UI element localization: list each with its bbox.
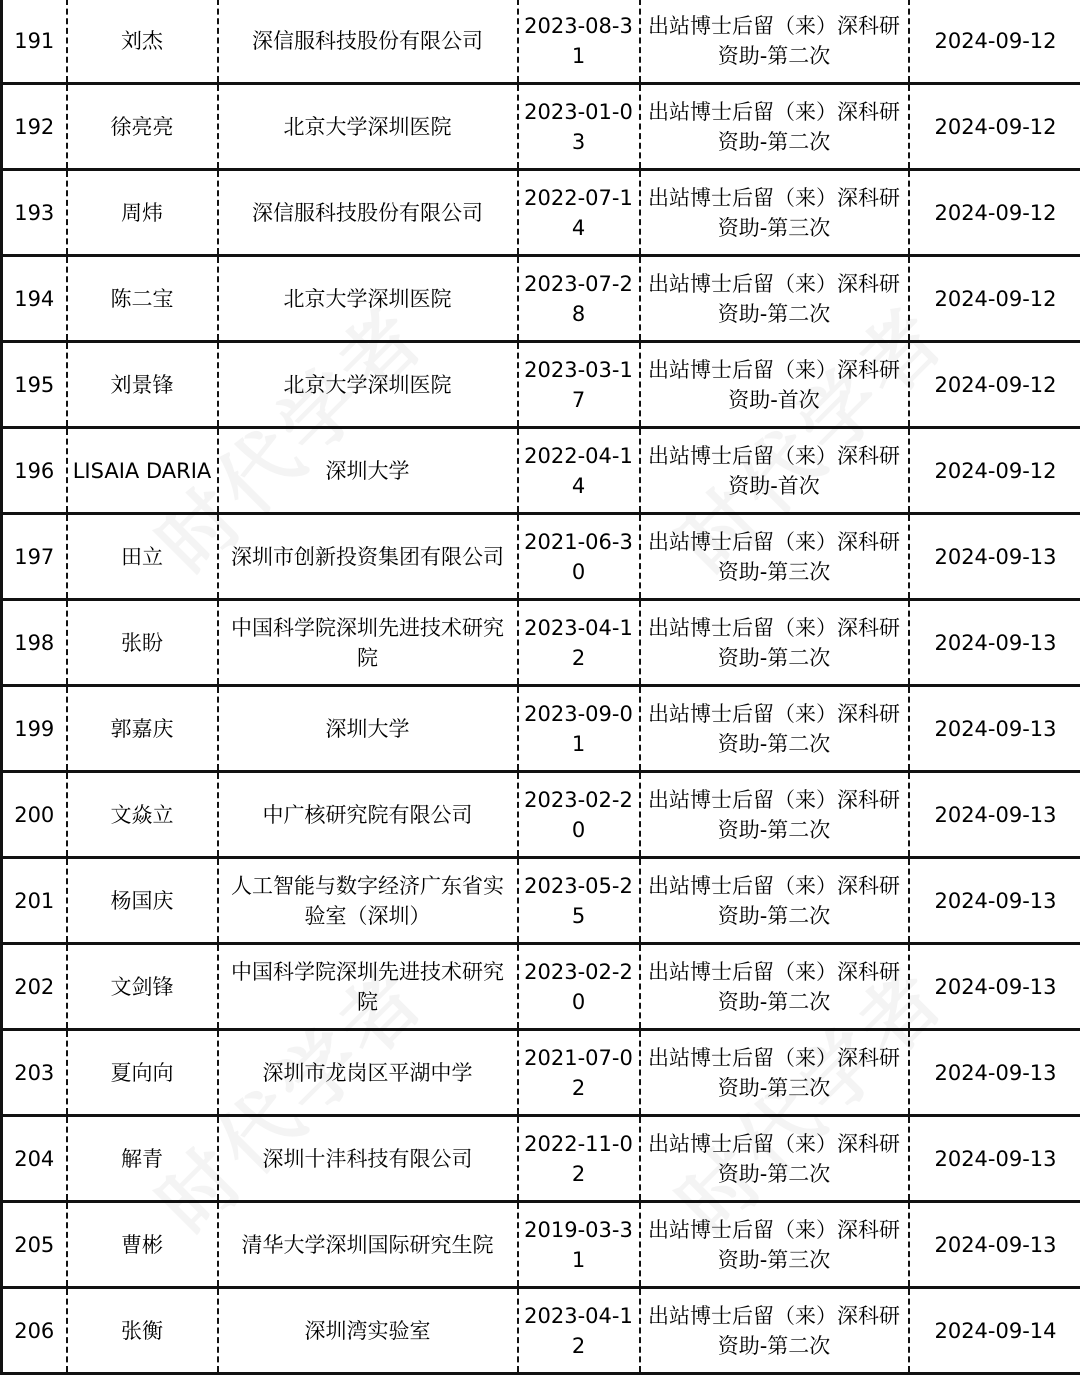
cell-funding-type: 出站博士后留（来）深科研资助-第二次 [640,1288,909,1374]
cell-organization: 深圳大学 [218,686,518,772]
cell-name: 解青 [67,1116,218,1202]
cell-approval-date: 2024-09-13 [909,1202,1080,1288]
table-row [2,428,1080,514]
cell-funding-type: 出站博士后留（来）深科研资助-首次 [640,342,909,428]
cell-number: 200 [2,772,67,858]
cell-approval-date: 2024-09-12 [909,170,1080,256]
cell-number: 194 [2,256,67,342]
cell-date: 2023-03-17 [518,342,640,428]
cell-date: 2023-08-31 [518,0,640,84]
cell-organization: 人工智能与数字经济广东省实验室（深圳） [218,858,518,944]
cell-organization: 北京大学深圳医院 [218,342,518,428]
cell-funding-type: 出站博士后留（来）深科研资助-第二次 [640,256,909,342]
cell-date: 2023-01-03 [518,84,640,170]
cell-approval-date: 2024-09-12 [909,84,1080,170]
cell-number: 202 [2,944,67,1030]
cell-name: 夏向向 [67,1030,218,1116]
cell-number: 201 [2,858,67,944]
cell-funding-type: 出站博士后留（来）深科研资助-第三次 [640,1030,909,1116]
cell-organization: 深圳市创新投资集团有限公司 [218,514,518,600]
cell-approval-date: 2024-09-13 [909,1030,1080,1116]
cell-date: 2023-02-20 [518,944,640,1030]
cell-number: 199 [2,686,67,772]
cell-organization: 中国科学院深圳先进技术研究院 [218,944,518,1030]
cell-number: 205 [2,1202,67,1288]
cell-date: 2019-03-31 [518,1202,640,1288]
cell-name: 曹彬 [67,1202,218,1288]
cell-funding-type: 出站博士后留（来）深科研资助-第三次 [640,1202,909,1288]
cell-name: 刘杰 [67,0,218,84]
cell-number: 192 [2,84,67,170]
cell-organization: 深圳湾实验室 [218,1288,518,1374]
cell-organization: 中广核研究院有限公司 [218,772,518,858]
table-row [2,858,1080,944]
cell-funding-type: 出站博士后留（来）深科研资助-第二次 [640,1116,909,1202]
cell-date: 2022-07-14 [518,170,640,256]
cell-number: 198 [2,600,67,686]
cell-organization: 清华大学深圳国际研究生院 [218,1202,518,1288]
cell-approval-date: 2024-09-13 [909,1116,1080,1202]
cell-number: 195 [2,342,67,428]
cell-date: 2023-05-25 [518,858,640,944]
cell-funding-type: 出站博士后留（来）深科研资助-第二次 [640,0,909,84]
cell-organization: 中国科学院深圳先进技术研究院 [218,600,518,686]
table-row [2,1116,1080,1202]
cell-organization: 北京大学深圳医院 [218,256,518,342]
cell-organization: 深圳大学 [218,428,518,514]
cell-approval-date: 2024-09-12 [909,256,1080,342]
cell-name: 文焱立 [67,772,218,858]
cell-funding-type: 出站博士后留（来）深科研资助-首次 [640,428,909,514]
table-row [2,1288,1080,1374]
cell-approval-date: 2024-09-14 [909,1288,1080,1374]
cell-date: 2023-09-01 [518,686,640,772]
table-row [2,944,1080,1030]
cell-name: 杨国庆 [67,858,218,944]
cell-date: 2023-07-28 [518,256,640,342]
cell-organization: 深圳市龙岗区平湖中学 [218,1030,518,1116]
table-row [2,514,1080,600]
cell-funding-type: 出站博士后留（来）深科研资助-第二次 [640,858,909,944]
cell-date: 2023-02-20 [518,772,640,858]
cell-funding-type: 出站博士后留（来）深科研资助-第二次 [640,600,909,686]
cell-funding-type: 出站博士后留（来）深科研资助-第二次 [640,944,909,1030]
cell-organization: 北京大学深圳医院 [218,84,518,170]
cell-date: 2021-06-30 [518,514,640,600]
cell-number: 204 [2,1116,67,1202]
cell-approval-date: 2024-09-13 [909,858,1080,944]
cell-funding-type: 出站博士后留（来）深科研资助-第三次 [640,170,909,256]
table-row [2,256,1080,342]
cell-name: 刘景锋 [67,342,218,428]
table-row [2,170,1080,256]
cell-number: 197 [2,514,67,600]
table-row [2,686,1080,772]
cell-funding-type: 出站博士后留（来）深科研资助-第二次 [640,772,909,858]
table-row [2,1202,1080,1288]
table-row [2,600,1080,686]
cell-name: 文剑锋 [67,944,218,1030]
cell-organization: 深信服科技股份有限公司 [218,0,518,84]
cell-date: 2022-04-14 [518,428,640,514]
cell-date: 2021-07-02 [518,1030,640,1116]
table-row [2,0,1080,84]
cell-number: 196 [2,428,67,514]
cell-organization: 深圳十沣科技有限公司 [218,1116,518,1202]
cell-name: 周炜 [67,170,218,256]
cell-approval-date: 2024-09-12 [909,342,1080,428]
cell-number: 206 [2,1288,67,1374]
cell-name: 田立 [67,514,218,600]
cell-approval-date: 2024-09-13 [909,686,1080,772]
cell-date: 2023-04-12 [518,600,640,686]
cell-approval-date: 2024-09-13 [909,944,1080,1030]
cell-funding-type: 出站博士后留（来）深科研资助-第三次 [640,514,909,600]
table-body [2,0,1080,1374]
table-row [2,1030,1080,1116]
cell-approval-date: 2024-09-13 [909,600,1080,686]
cell-approval-date: 2024-09-12 [909,0,1080,84]
cell-name: 郭嘉庆 [67,686,218,772]
cell-name: 徐亮亮 [67,84,218,170]
table-row [2,772,1080,858]
cell-name: 张盼 [67,600,218,686]
cell-number: 193 [2,170,67,256]
cell-name: 陈二宝 [67,256,218,342]
cell-approval-date: 2024-09-13 [909,772,1080,858]
cell-funding-type: 出站博士后留（来）深科研资助-第二次 [640,84,909,170]
cell-name: 张衡 [67,1288,218,1374]
cell-organization: 深信服科技股份有限公司 [218,170,518,256]
table-row [2,84,1080,170]
cell-number: 191 [2,0,67,84]
cell-number: 203 [2,1030,67,1116]
cell-approval-date: 2024-09-13 [909,514,1080,600]
cell-date: 2023-04-12 [518,1288,640,1374]
cell-approval-date: 2024-09-12 [909,428,1080,514]
table-row [2,342,1080,428]
cell-name: LISAIA DARIA [67,428,218,514]
cell-date: 2022-11-02 [518,1116,640,1202]
cell-funding-type: 出站博士后留（来）深科研资助-第二次 [640,686,909,772]
